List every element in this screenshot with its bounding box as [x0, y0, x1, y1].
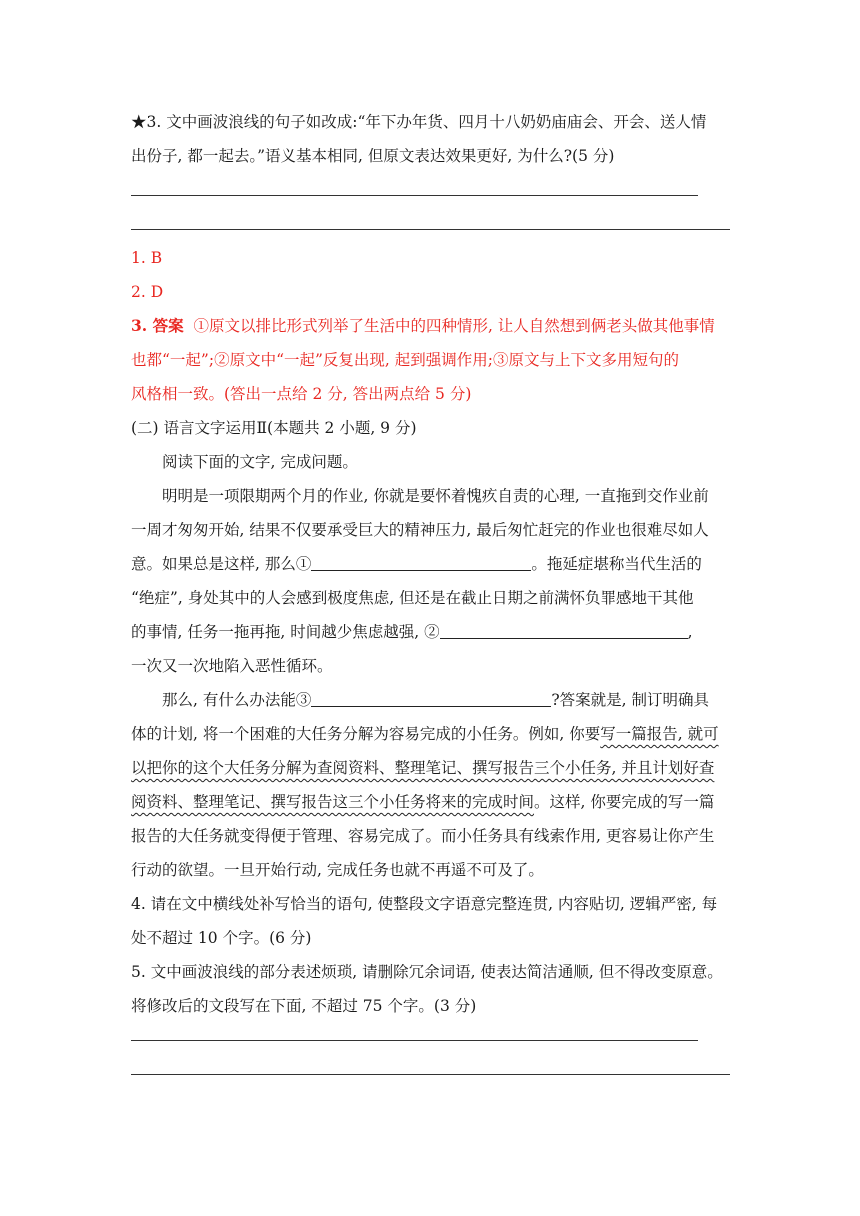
- answer-1: 1. B: [131, 249, 163, 267]
- passage-p2-line-3: [131, 751, 731, 785]
- answer-2: 2. D: [131, 283, 164, 301]
- answer-3-text: ①原文以排比形式列举了生活中的四种情形, 让人自然想到俩老头做其他事情: [193, 317, 715, 335]
- question-4-line-1: 4. 请在文中横线处补写恰当的语句, 使整段文字语意完整连贯, 内容贴切, 逻辑严密, 每: [131, 895, 718, 913]
- passage-p2-line-1: [162, 683, 731, 717]
- answer-line: [131, 1074, 730, 1075]
- question-3-line-1: ★3. 文中画波浪线的句子如改成:“年下办年货、四月十八奶奶庙庙会、开会、送人情: [131, 113, 707, 131]
- passage-p1-line-5: [131, 615, 731, 649]
- passage-p1-line-1: 明明是一项限期两个月的作业, 你就是要怀着愧疚自责的心理, 一直拖到交作业前: [162, 487, 709, 505]
- answer-3-label: 3. 答案: [131, 316, 184, 335]
- passage-p1-line-4: “绝症”, 身处其中的人会感到极度焦虑, 但还是在截止日期之前满怀负罪感地干其他: [131, 589, 694, 607]
- wavy-underlined-text: 写一篇报告, 就可: [600, 725, 719, 743]
- wavy-underlined-text: 阅资料、整理笔记、撰写报告这三个小任务将来的完成时间: [131, 793, 535, 811]
- passage-p1-line-2: 一周才匆匆开始, 结果不仅要承受巨大的精神压力, 最后匆忙赶完的作业也很难尽如人: [131, 521, 709, 539]
- question-3-line-2: 出份子, 都一起去。”语义基本相同, 但原文表达效果更好, 为什么?(5 分): [131, 147, 615, 165]
- passage-p1-line-6: 一次又一次地陷入恶性循环。: [131, 657, 333, 675]
- wavy-underlined-text: 以把你的这个大任务分解为查阅资料、整理笔记、撰写报告三个小任务, 并且计划好查: [131, 759, 715, 777]
- passage-p2-line-5: 报告的大任务就变得便于管理、容易完成了。而小任务具有线索作用, 更容易让你产生: [131, 827, 715, 845]
- section-heading: (二) 语言文字运用Ⅱ(本题共 2 小题, 9 分): [131, 419, 417, 437]
- question-5-line-1: 5. 文中画波浪线的部分表述烦琐, 请删除冗余词语, 使表达简洁通顺, 但不得改变原意。: [131, 963, 723, 981]
- section-instruction: 阅读下面的文字, 完成问题。: [162, 453, 358, 471]
- passage-text: ,: [687, 623, 693, 641]
- passage-p2-line-6: 行动的欲望。一旦开始行动, 完成任务也就不再遥不可及了。: [131, 861, 544, 879]
- passage-text: 。这样, 你要完成的写一篇: [534, 793, 715, 811]
- passage-text: ?答案就是, 制订明确具: [551, 691, 710, 709]
- blank-2: [440, 620, 688, 639]
- answer-line: [131, 195, 698, 196]
- passage-p2-line-2: [131, 717, 731, 751]
- question-4-line-2: 处不超过 10 个字。(6 分): [131, 929, 312, 947]
- passage-text: 。拖延症堪称当代生活的: [531, 555, 702, 573]
- blank-3: [311, 688, 551, 707]
- passage-p1-line-3: [131, 547, 731, 581]
- passage-p2-line-4: [131, 785, 731, 819]
- answer-line: [131, 229, 730, 230]
- answer-line: [131, 1040, 698, 1041]
- passage-text: 意。如果总是这样, 那么①: [131, 555, 312, 573]
- passage-text: 那么, 有什么办法能③: [162, 691, 312, 709]
- question-5-line-2: 将修改后的文段写在下面, 不超过 75 个字。(3 分): [131, 997, 477, 1015]
- blank-1: [311, 552, 531, 571]
- passage-text: 体的计划, 将一个困难的大任务分解为容易完成的小任务。例如, 你要: [131, 725, 601, 743]
- answer-3-line-1: [131, 309, 731, 343]
- answer-3-line-2: 也都“一起”;②原文中“一起”反复出现, 起到强调作用;③原文与上下文多用短句的: [131, 351, 679, 369]
- answer-3-line-3: 风格相一致。(答出一点给 2 分, 答出两点给 5 分): [131, 385, 472, 403]
- passage-text: 的事情, 任务一拖再拖, 时间越少焦虑越强, ②: [131, 623, 440, 641]
